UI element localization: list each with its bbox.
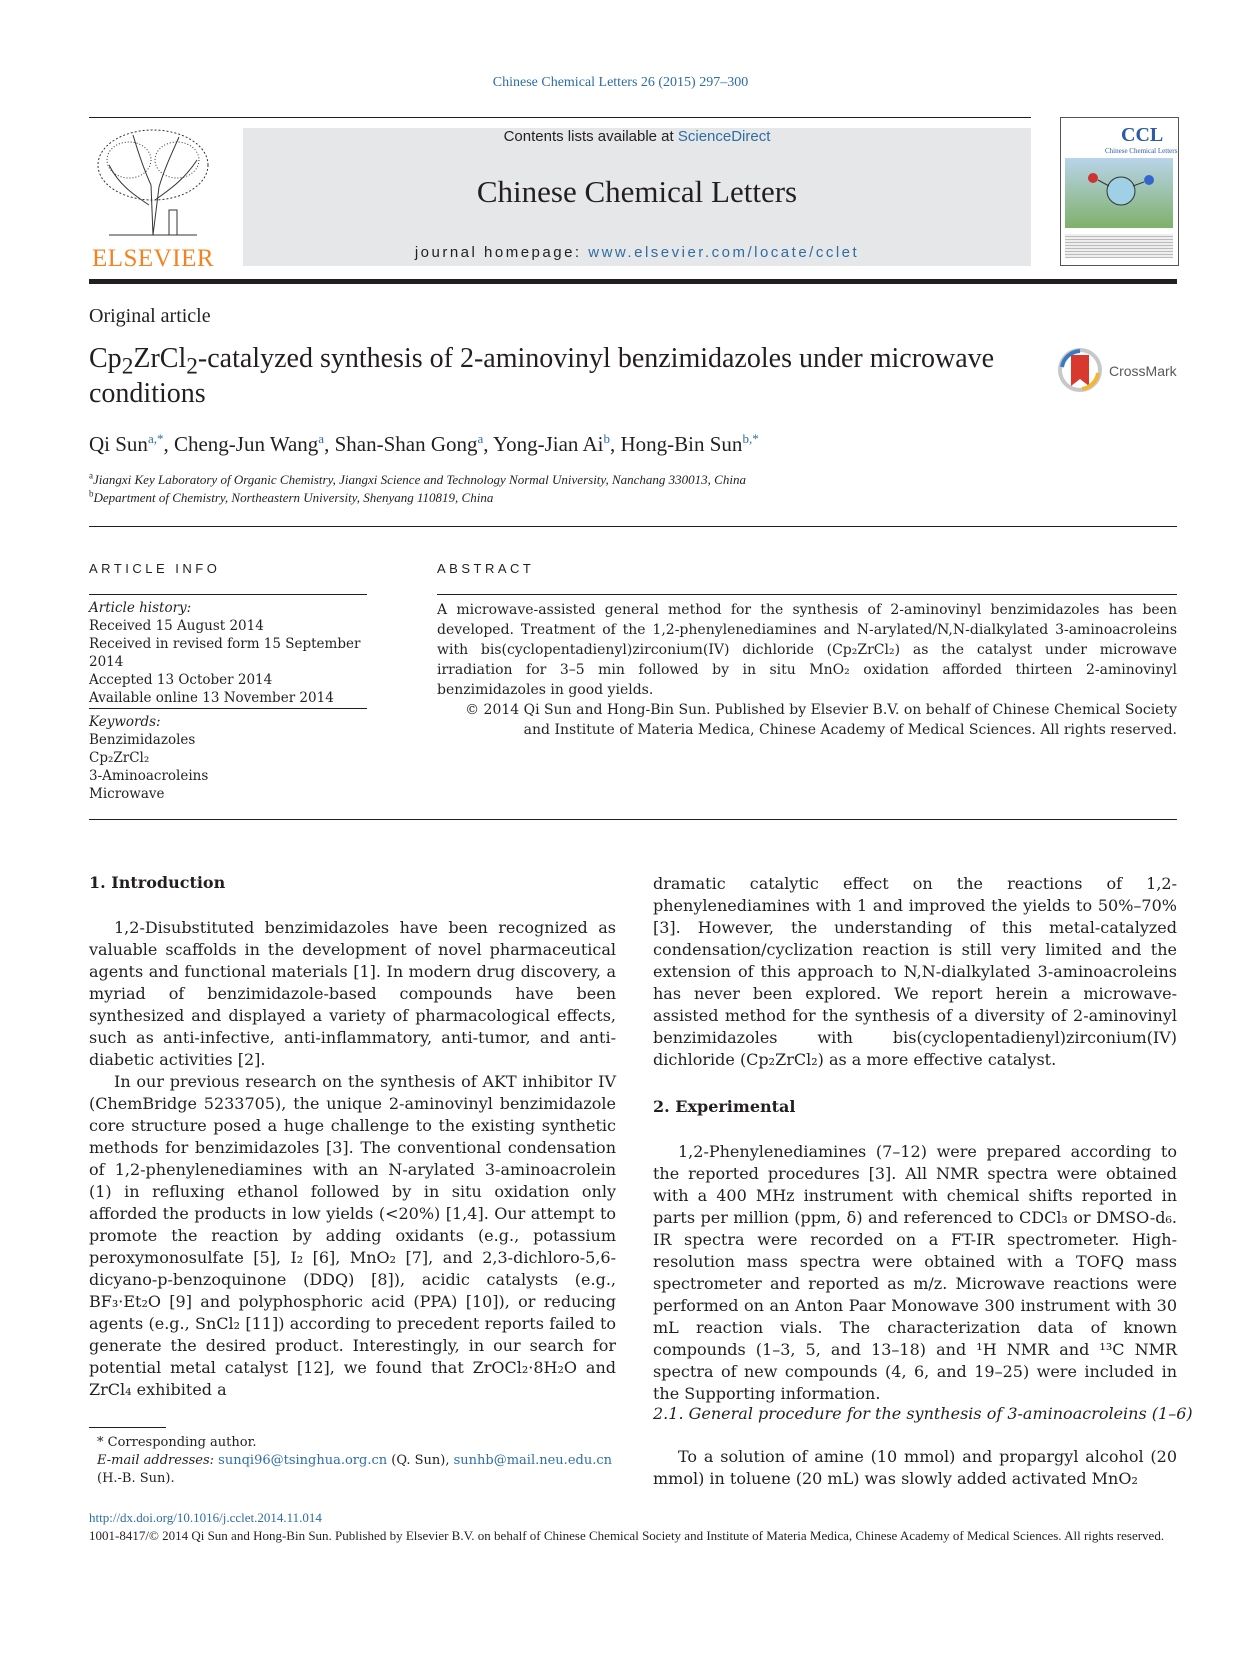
email-label: E-mail addresses: — [97, 1453, 219, 1468]
sciencedirect-link[interactable]: ScienceDirect — [677, 128, 771, 145]
elsevier-tree-logo — [89, 125, 217, 237]
section-divider — [89, 819, 1177, 820]
keyword: Microwave — [89, 786, 165, 802]
elsevier-wordmark: ELSEVIER — [91, 245, 215, 272]
keywords-label: Keywords: — [89, 714, 161, 730]
paragraph: To a solution of amine (10 mmol) and propargyl alcohol (20 mmol) in toluene (20 mL) was slowly added activated MnO₂ — [653, 1447, 1177, 1488]
author-affil-mark[interactable]: a — [477, 431, 484, 446]
body-right-column — [653, 873, 1177, 1071]
author-name: Shan-Shan Gong — [334, 432, 478, 456]
affiliation: $^a$Jiangxi Key Laboratory of Organic Chemistry, Jiangxi Science and Technology Normal University, Nanchang 330013, China — [89, 470, 746, 487]
cover-molecule-graphic — [1081, 166, 1161, 216]
email-link[interactable]: sunhb@mail.neu.edu.cn — [453, 1453, 612, 1468]
body-right-column-experimental — [653, 1141, 1177, 1405]
abstract — [437, 600, 1177, 740]
keyword: 3-Aminoacroleins — [89, 768, 209, 784]
section-heading-introduction: 1. Introduction — [89, 873, 226, 892]
body-right-column-procedure — [653, 1446, 1177, 1490]
author-affil-mark[interactable]: a — [318, 431, 325, 446]
history-item: Received 15 August 2014 — [89, 618, 264, 634]
footnote-rule — [89, 1427, 166, 1428]
section-heading-experimental: 2. Experimental — [653, 1097, 796, 1116]
email-link[interactable]: sunqi96@tsinghua.org.cn — [218, 1453, 388, 1468]
article-info-heading: ARTICLE INFO — [89, 561, 221, 576]
affiliation: $^b$Department of Chemistry, Northeastern University, Shenyang 110819, China — [89, 488, 494, 505]
issn-copyright-line: 1001-8417/© 2014 Qi Sun and Hong-Bin Sun. Published by Elsevier B.V. on behalf of Chinese Chemical Society and Institute of Materia Medica, Chinese Academy of Medical Sciences. All rights reserved. — [89, 1528, 1165, 1543]
journal-citation[interactable]: Chinese Chemical Letters 26 (2015) 297–300 — [492, 75, 749, 90]
keyword: Cp₂ZrCl₂ — [89, 750, 150, 766]
author-name: Hong-Bin Sun — [620, 432, 743, 456]
keyword: Benzimidazoles — [89, 732, 196, 748]
author-affil-mark[interactable]: b — [603, 431, 610, 446]
history-item: Received in revised form 15 September 2014 — [89, 636, 361, 670]
body-left-column — [89, 917, 616, 1401]
keywords-rule — [89, 708, 367, 709]
crossmark-label[interactable]: CrossMark — [1109, 363, 1177, 379]
journal-title: Chinese Chemical Letters — [476, 174, 798, 209]
cover-subtitle: Chinese Chemical Letters — [1105, 147, 1178, 155]
homepage-line — [243, 244, 1031, 261]
author-name: Yong-Jian Ai — [493, 432, 604, 456]
contents-prefix: Contents lists available at — [503, 128, 678, 145]
doi-link[interactable]: http://dx.doi.org/10.1016/j.cclet.2014.11.014 — [89, 1510, 322, 1525]
paragraph: dramatic catalytic effect on the reactions of 1,2-phenylenediamines with 1 and improved the yields to 50%–70% [3]. However, the understanding of this metal-catalyzed condensation/cyclization reaction is still very limited and the extension of this approach to N,N-dialkylated 3-aminoacroleins has never been explored. We report herein a microwave-assisted method for the synthesis of a diversity of 2-aminovinyl benzimidazoles with bis(cyclopentadienyl)zirconium(IV) dichloride (Cp₂ZrCl₂) as a more effective catalyst. — [653, 874, 1177, 1069]
footnote — [89, 1434, 616, 1488]
paragraph: 1,2-Disubstituted benzimidazoles have been recognized as valuable scaffolds in the development of novel pharmaceutical agents and functional materials [1]. In modern drug discovery, a myriad of benzimidazole-based compounds have been synthesized and displayed a variety of pharmacological effects, such as anti-infective, anti-inflammatory, anti-tumor, and anti-diabetic activities [2]. — [89, 918, 616, 1069]
section-divider — [89, 526, 1177, 527]
article-info-rule — [89, 594, 367, 595]
history-item: Accepted 13 October 2014 — [89, 672, 273, 688]
subsection-heading: 2.1. General procedure for the synthesis of 3-aminoacroleins (1–6) — [653, 1404, 1193, 1423]
author-name: Qi Sun — [89, 432, 148, 456]
cover-title: CCL — [1121, 124, 1164, 146]
homepage-prefix: journal homepage: — [414, 244, 589, 261]
abstract-heading: ABSTRACT — [437, 561, 535, 576]
email-owner: (H.-B. Sun). — [97, 1471, 175, 1486]
contents-line — [243, 128, 1031, 145]
author-affil-mark[interactable]: b,* — [742, 431, 759, 446]
header-rule — [89, 117, 1031, 118]
author-name: Cheng-Jun Wang — [173, 432, 319, 456]
paragraph: 1,2-Phenylenediamines (7–12) were prepared according to the reported procedures [3]. All NMR spectra were obtained with a 400 MHz instrument with chemical shifts reported in parts per million (ppm, δ) and referenced to CDCl₃ or DMSO-d₆. IR spectra were recorded on a FT-IR spectrometer. High-resolution mass spectra were obtained with a TOFQ mass spectrometer and reported as m/z. Microwave reactions were performed on an Anton Paar Monowave 300 instrument with 30 mL reaction vials. The characterization data of known compounds (1–3, 5, and 13–18) and ¹H NMR and ¹³C NMR spectra of new compounds (4, 6, and 19–25) were included in the Supporting information. — [653, 1142, 1177, 1403]
keywords-block — [89, 713, 379, 803]
email-owner: (Q. Sun), — [387, 1453, 454, 1468]
author-affil-mark[interactable]: a,* — [147, 431, 164, 446]
history-item: Available online 13 November 2014 — [89, 690, 334, 706]
article-history — [89, 599, 379, 707]
header-thick-rule — [89, 279, 1177, 284]
history-label: Article history: — [89, 600, 192, 616]
author-list: Qi Sun$^{a,*}$, Cheng-Jun Wang$^a$, Shan-Shan Gong$^a$, Yong-Jian Ai$^b$, Hong-Bin Sun$^{b,*}$ — [89, 431, 759, 456]
paragraph: In our previous research on the synthesis of AKT inhibitor IV (ChemBridge 5233705), the unique 2-aminovinyl benzimidazole core structure posed a huge challenge to the existing synthetic methods for benzimidazoles [3]. The conventional condensation of 1,2-phenylenediamines with an N-arylated 3-aminoacrolein (1) in refluxing ethanol followed by in situ oxidation only afforded the products in low yields (<20%) [1,4]. Our attempt to promote the reaction by adding oxidants (e.g., potassium peroxymonosulfate [5], I₂ [6], MnO₂ [7], and 2,3-dichloro-5,6-dicyano-p-benzoquinone (DDQ) [8]), acidic catalysts (e.g., BF₃·Et₂O [9] and polyphosphoric acid (PPA) [10]), or reducing agents (e.g., SnCl₂ [11]) according to precedent reports failed to generate the desired product. Interestingly, in our search for potential metal catalyst [12], we found that ZrOCl₂·8H₂O and ZrCl₄ exhibited a — [89, 1072, 616, 1399]
abstract-text: A microwave-assisted general method for the synthesis of 2-aminovinyl benzimidazoles has been developed. Treatment of the 1,2-phenylenediamines and N-arylated/N,N-dialkylated 3-aminoacroleins with bis(cyclopentadienyl)zirconium(IV) dichloride (Cp₂ZrCl₂) as the catalyst under microwave irradiation for 3–5 min followed by in situ MnO₂ oxidation afforded thirteen 2-aminovinyl benzimidazoles in good yields. — [437, 602, 1177, 698]
article-type: Original article — [89, 305, 211, 327]
abstract-rule — [437, 594, 1177, 595]
corresponding-note: * Corresponding author. — [97, 1435, 257, 1450]
abstract-copyright: © 2014 Qi Sun and Hong-Bin Sun. Published by Elsevier B.V. on behalf of Chinese Chemical Society and Institute of Materia Medica, Chinese Academy of Medical Sciences. All rights reserved. — [465, 702, 1177, 738]
cover-text-block — [1065, 234, 1173, 258]
article-title: $Cp_2ZrCl_2$-catalyzed synthesis of 2-aminovinyl benzimidazoles under microwave conditions — [89, 343, 995, 409]
journal-cover-thumbnail[interactable] — [1060, 117, 1179, 266]
homepage-link[interactable]: www.elsevier.com/locate/cclet — [588, 244, 860, 261]
